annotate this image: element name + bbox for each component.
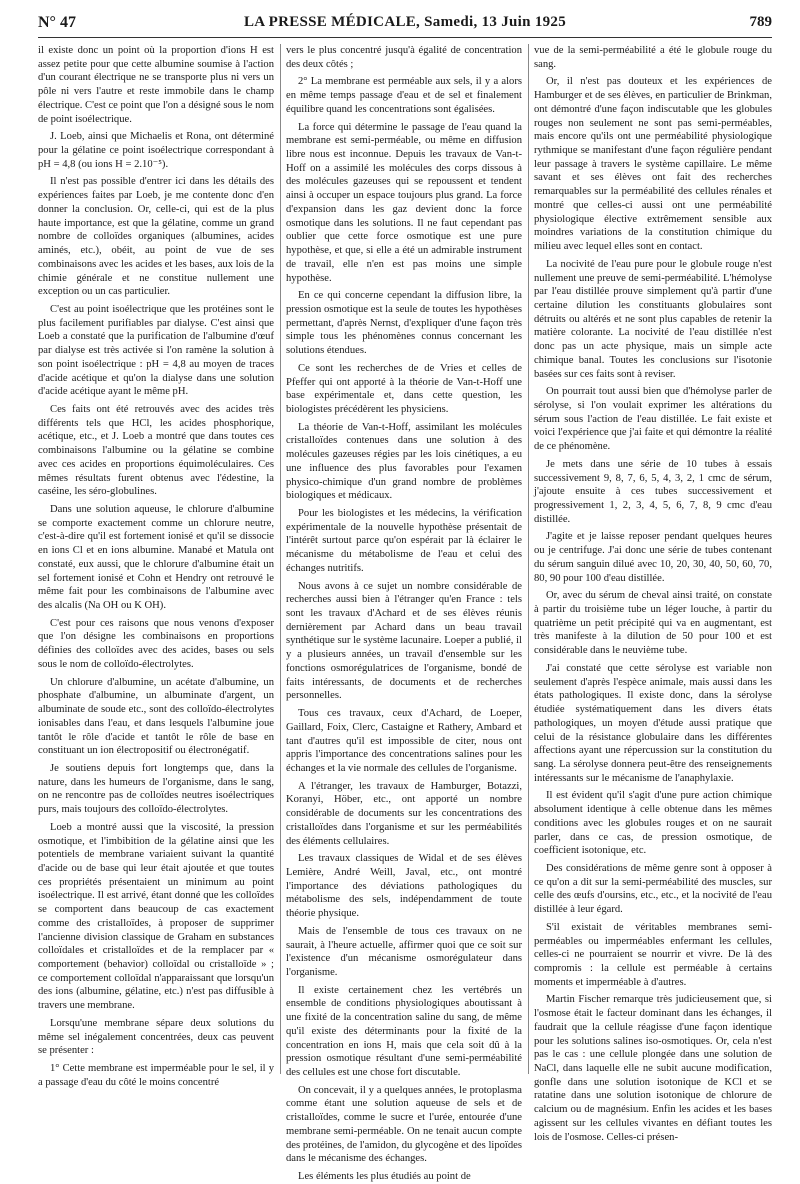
paragraph: S'il existait de véritables membranes semi-perméables ou imperméables enfermant les cellules, celles-ci ne pourraient se nourrir et vivre. De là des compromis : la cellule est perméable à certains moments et imperméable à d'autres. <box>534 921 772 988</box>
paragraph: 2° La membrane est perméable aux sels, il y a alors en même temps passage d'eau et de sel et finalement équilibre quand les concentrations sont égalisées. <box>286 76 522 115</box>
issue-number: N° 47 <box>38 14 76 31</box>
paragraph: 1° Cette membrane est imperméable pour le sel, il y a passage d'eau du côté le moins concentré <box>38 1063 274 1088</box>
paragraph: Or, il n'est pas douteux et les expériences de Hamburger et de ses élèves, en particulier de Brinkman, ont démontré d'une façon indiscutable que les globules rouges non seulement ne sont pas semi-perméables, mais encore qu'ils ont une perméabilité physiologique rythmique se manifestant d'une façon régulière pendant leur passage à travers le système capillaire. Le même savant et ses élèves ont fait des recherches remarquables sur la perméabilité des cellules rénales et montré que celles-ci aussi ont une perméabilité physiologique élective extrêmement sensible aux moindres variations de la constitution chimique du milieu avec lequel elles sont en contact. <box>534 76 772 253</box>
paragraph: Un chlorure d'albumine, un acétate d'albumine, un phosphate d'albumine, un albuminate d'argent, un albuminate de soude etc., sont des colloïdo-électrolytes ionisables dans l'eau, et dans lesquels l'albumine joue tantôt le rôle d'acide et tantôt le rôle de base en constituant un ion électropositif ou électronégatif. <box>38 676 274 757</box>
paragraph: Lorsqu'une membrane sépare deux solutions du même sel inégalement concentrées, deux cas peuvent se présenter : <box>38 1017 274 1057</box>
paragraph: Pour les biologistes et les médecins, la vérification expérimentale de la nouvelle hypothèse présentait de l'intérêt surtout parce qu'on espérait par là éclairer le mécanisme du métabolisme de l'eau et celui des échanges nutritifs. <box>286 508 522 574</box>
column-divider <box>528 44 529 1074</box>
paragraph: A l'étranger, les travaux de Hamburger, Botazzi, Koranyi, Höber, etc., ont apporté un nombre considérable de documents sur les concentrations des cristalloïdes dans l'organisme et sur les perméabilités des éléments cellulaires. <box>286 780 522 847</box>
paragraph: C'est au point isoélectrique que les protéines sont le plus facilement purifiables par dialyse. C'est ainsi que Loeb a constaté que la purification de l'albumine d'œuf par dialyse est très activée si l'on ramène la solution à son point isoélectrique : pH = 4,8 au moyen de traces d'acide acétique et qu'on la dialyse dans une solution d'acide acétique ayant le même pH. <box>38 303 274 398</box>
paragraph: C'est pour ces raisons que nous venons d'exposer que l'on désigne les combinaisons en proportions définies des colloïdes avec des acides, bases ou sels sous le nom de colloïdo-électrolytes. <box>38 617 274 670</box>
paragraph: Ce sont les recherches de de Vries et celles de Pfeffer qui ont apporté à la théorie de Van-t-Hoff une base expérimentale et, dans cette question, les biologistes précédèrent les physiciens. <box>286 362 522 415</box>
paragraph: Il n'est pas possible d'entrer ici dans les détails des expériences faites par Loeb, je me contente donc d'en donner la conclusion. Or, celle-ci, qui est de la plus haute importance, est que la gélatine, comme un grand nombre de colloïdes organiques (albumines, acides aminés, etc.), obéit, au point de vue de ses combinaisons avec les acides et les bases, aux lois de la chimie générale et ne constitue nullement une exception ou un cas particulier. <box>38 176 274 298</box>
paragraph: On concevait, il y a quelques années, le protoplasma comme étant une solution aqueuse de sels et de cristalloïdes, comme le sucre et l'urée, entourée d'une membrane semi-perméable. On ne tenait aucun compte des protéines, de l'amidon, du glycogène et des lipoïdes dans le mécanisme des échanges. <box>286 1084 522 1165</box>
paragraph: Je soutiens depuis fort longtemps que, dans la nature, dans les humeurs de l'organisme, dans le sang, on ne rencontre pas de colloïdes neutres isoélectriques purs, mais toujours des colloïdo-électrolytes. <box>38 762 274 816</box>
paragraph: Or, avec du sérum de cheval ainsi traité, on constate à partir du troisième tube un léger louche, à partir du quatrième un petit précipité qui va en augmentant, est très manifeste à la dilution de 50 pour 100 et est considérable dans le neuvième tube. <box>534 590 772 657</box>
paragraph: vue de la semi-perméabilité a été le globule rouge du sang. <box>534 45 772 70</box>
article-column-1 <box>38 44 274 1088</box>
paragraph: Il est évident qu'il s'agit d'une pure action chimique absolument identique à celle obtenue dans les mêmes conditions avec les globules rouges et on ne saurait parler, dans ce cas, de pression osmotique, de coefficient isotonique, etc. <box>534 790 772 857</box>
paragraph: Les travaux classiques de Widal et de ses élèves Lemière, André Weill, Javal, etc., ont montré l'importance des déviations pathologiques du métabolisme des sels, indépendamment de toute théorie physique. <box>286 853 522 920</box>
paragraph: J'agite et je laisse reposer pendant quelques heures ou je centrifuge. J'ai donc une série de tubes contenant du sérum sanguin dilué avec 10, 20, 30, 40, 50, 60, 70, 80, 90 pour 100 d'eau distillée. <box>534 531 772 584</box>
paragraph: Tous ces travaux, ceux d'Achard, de Loeper, Gaillard, Foix, Clerc, Castaigne et Rathery, Ambard et tant d'autres qu'il est impossible de citer, nous ont appris l'importance des concentrations salines pour les échanges et la vie normale des cellules de l'organisme. <box>286 708 522 774</box>
article-column-2 <box>286 44 522 1183</box>
paragraph: Nous avons à ce sujet un nombre considérable de recherches aussi bien à l'étranger qu'en France : tels sont les travaux d'Achard et de ses élèves réunis dernièrement par Achard dans un beau travail synthétique sur le système lacunaire. Loeper a publié, il y a plusieurs années, un travail d'ensemble sur les fonctions osmorégulatrices de l'organisme, bondé de faits intéressants, de documents et de recherches personnelles. <box>286 580 522 702</box>
paragraph: La force qui détermine le passage de l'eau quand la membrane est semi-perméable, ou même en diffusion libre nous est inconnue. Depuis les travaux de Van-t-Hoff on a assimilé les molécules des corps dissous à des molécules gazeuses qui se repoussent et tendent ainsi à occuper un espace toujours plus grand. La force d'expansion dans les gaz devient donc la force osmotique dans les solutions. Il ne faut cependant pas oublier que cette force osmotique est une pure hypothèse, et que, si elle a été un admirable instrument de travail, elle n'en est pas moins une simple hypothèse. <box>286 121 522 284</box>
paragraph: Des considérations de même genre sont à opposer à ce qu'on a dit sur la semi-perméabilité des muscles, sur celle des œufs d'oursins, etc., etc., et la nocivité de l'eau distillée à leur égard. <box>534 862 772 916</box>
paragraph: Loeb a montré aussi que la viscosité, la pression osmotique, et l'imbibition de la gélatine ainsi que les potentiels de membrane variaient suivant la quantité d'acide ou de base qui leur était ajoutée et que toutes ces propriétés présentaient un minimum au point isoélectrique. Il est arrivé, étant donné que les colloïdes se comportent dans beaucoup de cas exactement comme des cristalloïdes, à proposer de supprimer l'ancienne division classique de Graham en substances colloïdales et cristalloïdes et de la remplacer par « comportement (behavior) colloïdal ou cristalloïde » ; ce comportement colloïdal n'apparaissant que lorsqu'un des ions (albumine, gélatine, etc.) n'est pas diffusible à travers une membrane. <box>38 821 274 1012</box>
paragraph: Il existe certainement chez les vertébrés un ensemble de conditions physiologiques aboutissant à une fixité de la concentration saline du sang, de même qu'il existe des déterminants pour la fixité de la concentration en ions H, mais que cela soit dû à la pression osmotique résultant d'une semi-perméabilité des cellules est une chose fort discutable. <box>286 984 522 1079</box>
paragraph: Martin Fischer remarque très judicieusement que, si l'osmose était le facteur dominant dans les échanges, il faudrait que la cellule réagisse d'une façon identique pour les solutions salines iso-osmotiques. Or, cela n'est pas le cas : une cellule plongée dans une solution de NaCl, dans laquelle elle ne subit aucune modification, gonfle dans une solution isotonique de KCl et se ratatine dans une solution isotonique de chlorure de calcium ou de magnésium. Enfin les acides et les bases agissent sur les cellules vivantes en défiant toutes les lois de l'osmose. Celles-ci présen- <box>534 994 772 1143</box>
header-rule <box>38 37 772 38</box>
paragraph: Je mets dans une série de 10 tubes à essais successivement 9, 8, 7, 6, 5, 4, 3, 2, 1 cmc de sérum, j'ajoute ensuite à ces tubes successivement et progressivement 1, 2, 3, 4, 5, 6, 7, 8, 9 cmc d'eau distillée. <box>534 458 772 525</box>
paragraph: On pourrait tout aussi bien que d'hémolyse parler de sérolyse, si l'on voulait exprimer les altérations du sérum sous l'action de l'eau distillée. Le fait existe et voici l'expérience que j'ai faite et qui démontre la réalité de ce phénomène. <box>534 386 772 453</box>
page-number: 789 <box>749 14 772 30</box>
paragraph: Les éléments les plus étudiés au point de <box>298 1171 471 1183</box>
paragraph: La nocivité de l'eau pure pour le globule rouge n'est nullement une preuve de semi-perméabilité. L'hémolyse par l'eau distillée prouve simplement qu'à partir d'une certaine dilution les constituants globulaires sont détruits ou altérés et ne sont plus capables de retenir la matière colorante. La nocivité de l'eau distillée n'est donc pas un acte physique, mais un simple acte chimique banal. Toutes les conclusions sur l'isotonie basées sur ces faits sont à reviser. <box>534 258 772 380</box>
paragraph: En ce qui concerne cependant la diffusion libre, la pression osmotique est la seule de toutes les hypothèses permettant, d'après Nernst, d'expliquer d'une façon très simple tous les phénomènes connus concernant les solutions étendues. <box>286 290 522 357</box>
paragraph: Dans une solution aqueuse, le chlorure d'albumine se comporte exactement comme un chlorure neutre, c'est-à-dire qu'il est fortement ionisé et qu'il se dissocie en ions Cl et en ions albumine. Manabé et Matula ont constaté, eux aussi, que le chlorure d'albumine était un sel fortement ionisé et Cohn et Hendry ont retrouvé le même fait pour les combinaisons de l'albumine avec des alcalis (Na OH ou K OH). <box>38 504 274 612</box>
paragraph: La théorie de Van-t-Hoff, assimilant les molécules cristalloïdes contenues dans une solution à des molécules gazeuses régies par les lois cinétiques, a eu une influence des plus favorables pour l'examen physico-chimique d'un grand nombre de problèmes biologiques et médicaux. <box>286 421 522 502</box>
article-column-3 <box>534 44 772 1143</box>
paragraph: J. Loeb, ainsi que Michaelis et Rona, ont déterminé pour la gélatine ce point isoélectrique correspondant à pH = 4,8 (ou ions H = 2.10⁻⁵). <box>38 131 274 170</box>
paragraph: Ces faits ont été retrouvés avec des acides très différents tels que HCl, les acides phosphorique, acétique, etc., et J. Loeb a montré que dans toutes ces combinaisons l'albumine ou la gélatine se combine avec ces acides en proportions équimoléculaires. Ces mêmes résultats furent obtenus avec l'édestine, la caséine, les séro-globulines. <box>38 403 274 498</box>
page-header <box>38 14 772 36</box>
paragraph: J'ai constaté que cette sérolyse est variable non seulement d'après l'espèce animale, mais aussi dans les états pathologiques. Il existe donc, dans la sérolyse étudiée systématiquement dans les divers états pathologiques, un moyen d'étude aussi pratique que celui de la résistance globulaire dans les différentes affections ayant une répercussion sur la constitution du sang. La sérolyse donnera peut-être des renseignements intéressants sur le mécanisme de l'anaphylaxie. <box>534 662 772 784</box>
paragraph: Mais de l'ensemble de tous ces travaux on ne saurait, à l'heure actuelle, affirmer quoi que ce soit sur l'existence d'un mécanisme osmorégulateur dans l'organisme. <box>286 925 522 978</box>
column-divider <box>280 44 281 1074</box>
journal-title: LA PRESSE MÉDICALE, Samedi, 13 Juin 1925 <box>243 14 567 30</box>
paragraph: il existe donc un point où la proportion d'ions H est assez petite pour que cette albumine soumise à l'action d'un courant électrique ne se transporte plus ni vers un pôle ni vers l'autre et reste immobile dans le champ électrique. C'est ce point que l'on a désigné sous le nom de point isoélectrique. <box>38 45 274 125</box>
paragraph: vers le plus concentré jusqu'à égalité de concentration des deux côtés ; <box>286 45 522 70</box>
